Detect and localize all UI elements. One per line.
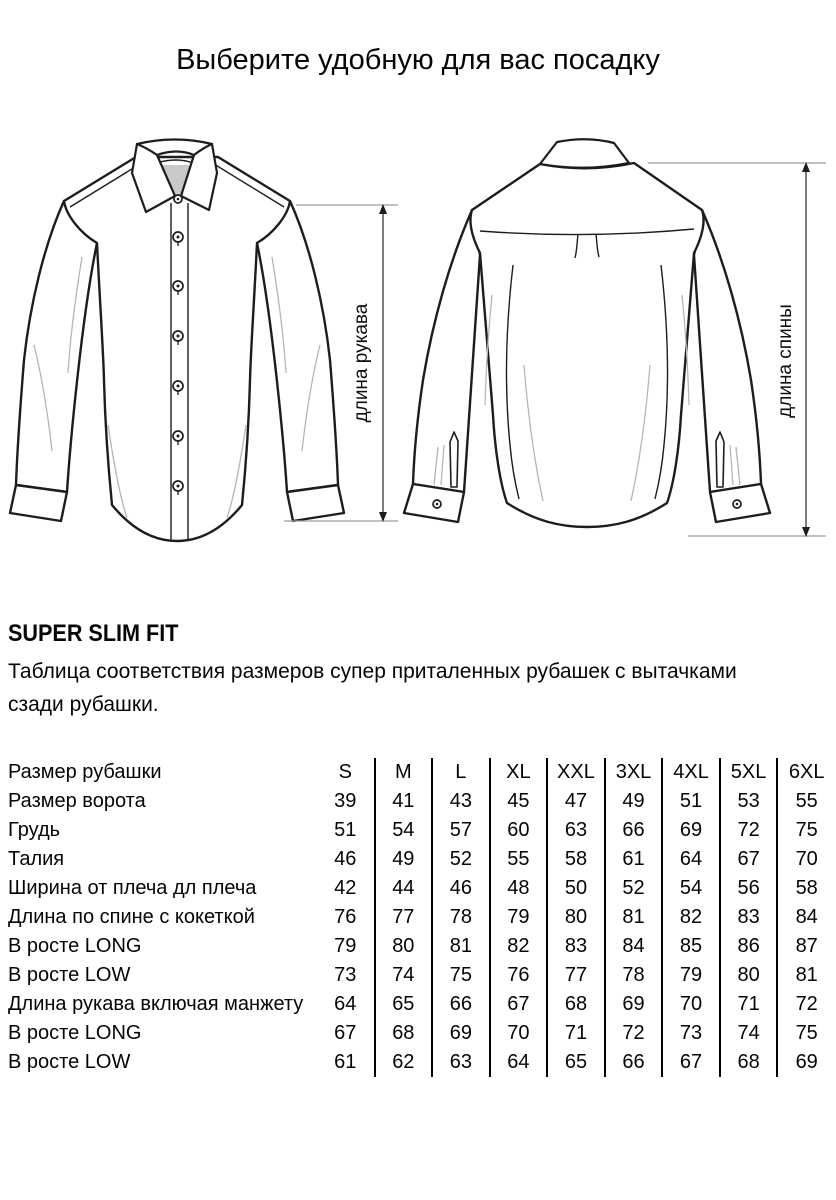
value-cell: 47 (547, 787, 605, 816)
table-row (0, 990, 835, 1019)
value-cell: 64 (490, 1048, 548, 1077)
value-cell: 82 (662, 903, 720, 932)
value-cell: 51 (662, 787, 720, 816)
value-cell: 73 (334, 964, 357, 986)
value-cell: 65 (547, 1048, 605, 1077)
value-cell: 70 (777, 845, 835, 874)
value-cell: 70 (662, 990, 720, 1019)
value-cell: 48 (490, 874, 548, 903)
front-shirt-illustration (10, 140, 344, 542)
value-cell: 74 (375, 961, 433, 990)
value-cell: 58 (777, 874, 835, 903)
value-cell: 43 (432, 787, 490, 816)
row-label: В росте LOW (8, 1051, 131, 1073)
value-cell: 76 (334, 906, 357, 928)
front-right-cuff (287, 485, 344, 521)
value-cell: 50 (547, 874, 605, 903)
value-cell: 72 (720, 816, 778, 845)
size-header-cell: 4XL (662, 758, 720, 787)
value-cell: 67 (490, 990, 548, 1019)
value-cell: 73 (662, 1019, 720, 1048)
value-cell: 64 (334, 993, 357, 1015)
size-header-cell: 6XL (777, 758, 835, 787)
value-cell: 72 (605, 1019, 663, 1048)
value-cell: 86 (720, 932, 778, 961)
value-cell: 75 (777, 1019, 835, 1048)
value-cell: 69 (777, 1048, 835, 1077)
value-cell: 51 (334, 819, 357, 841)
value-cell: 71 (547, 1019, 605, 1048)
row-label: Размер ворота (8, 790, 146, 812)
value-cell: 62 (375, 1048, 433, 1077)
value-cell: 69 (662, 816, 720, 845)
value-cell: 69 (432, 1019, 490, 1048)
value-cell: 80 (375, 932, 433, 961)
value-cell: 66 (605, 1048, 663, 1077)
value-cell: 78 (432, 903, 490, 932)
table-row (0, 845, 835, 874)
value-cell: 53 (720, 787, 778, 816)
size-header-cell: M (375, 758, 433, 787)
value-cell: 84 (777, 903, 835, 932)
table-row (0, 787, 835, 816)
value-cell: 70 (490, 1019, 548, 1048)
row-label: В росте LOW (8, 964, 131, 986)
back-length-label: длина спины (775, 304, 796, 418)
value-cell: 68 (547, 990, 605, 1019)
value-cell: 60 (490, 816, 548, 845)
value-cell: 57 (432, 816, 490, 845)
value-cell: 58 (547, 845, 605, 874)
front-right-sleeve (257, 201, 338, 492)
value-cell: 67 (662, 1048, 720, 1077)
value-cell: 81 (605, 903, 663, 932)
value-cell: 75 (777, 816, 835, 845)
back-collar (540, 139, 629, 168)
row-label: В росте LONG (8, 935, 142, 957)
value-cell: 68 (375, 1019, 433, 1048)
row-label: Длина по спине с кокеткой (8, 906, 255, 928)
row-label: Длина рукава включая манжету (8, 993, 304, 1015)
value-cell: 79 (334, 935, 357, 957)
table-row (0, 961, 835, 990)
value-cell: 52 (432, 845, 490, 874)
value-cell: 69 (605, 990, 663, 1019)
value-cell: 55 (777, 787, 835, 816)
value-cell: 83 (547, 932, 605, 961)
value-cell: 83 (720, 903, 778, 932)
front-left-cuff (10, 485, 67, 521)
value-cell: 79 (662, 961, 720, 990)
value-cell: 65 (375, 990, 433, 1019)
value-cell: 79 (490, 903, 548, 932)
value-cell: 84 (605, 932, 663, 961)
value-cell: 63 (432, 1048, 490, 1077)
value-cell: 75 (432, 961, 490, 990)
size-header-cell: 5XL (720, 758, 778, 787)
value-cell: 66 (605, 816, 663, 845)
fit-description-line-2: сзади рубашки. (8, 693, 159, 716)
shirt-diagrams (0, 115, 836, 575)
row-label: Талия (8, 848, 65, 870)
table-row (0, 816, 835, 845)
table-row (0, 932, 835, 961)
size-header-cell: XL (490, 758, 548, 787)
back-shirt-illustration (404, 139, 770, 527)
value-cell: 52 (605, 874, 663, 903)
value-cell: 77 (375, 903, 433, 932)
value-cell: 71 (720, 990, 778, 1019)
value-cell: 49 (375, 845, 433, 874)
value-cell: 54 (375, 816, 433, 845)
fit-description-line-1: Таблица соответствия размеров супер приталенных рубашек с вытачками (8, 660, 737, 683)
size-table (0, 758, 835, 1077)
value-cell: 77 (547, 961, 605, 990)
size-table-body (0, 758, 835, 1077)
value-cell: 61 (605, 845, 663, 874)
value-cell: 72 (777, 990, 835, 1019)
value-cell: 74 (720, 1019, 778, 1048)
value-cell: 76 (490, 961, 548, 990)
value-cell: 67 (334, 1022, 357, 1044)
value-cell: 56 (720, 874, 778, 903)
value-cell: 49 (605, 787, 663, 816)
value-cell: 41 (375, 787, 433, 816)
size-header-cell: S (338, 761, 352, 783)
value-cell: 66 (432, 990, 490, 1019)
table-row (0, 1048, 835, 1077)
sleeve-length-label: длина рукава (351, 303, 372, 423)
value-cell: 87 (777, 932, 835, 961)
row-label: В росте LONG (8, 1022, 142, 1044)
table-row (0, 1019, 835, 1048)
value-cell: 63 (547, 816, 605, 845)
value-cell: 80 (547, 903, 605, 932)
value-cell: 55 (490, 845, 548, 874)
value-cell: 78 (605, 961, 663, 990)
row-label: Ширина от плеча дл плеча (8, 877, 257, 899)
fit-description (8, 655, 836, 721)
table-row (0, 874, 835, 903)
value-cell: 80 (720, 961, 778, 990)
table-row (0, 903, 835, 932)
back-left-sleeve (413, 210, 480, 492)
value-cell: 54 (662, 874, 720, 903)
front-left-sleeve (16, 201, 97, 492)
left-sleeve-placket (450, 432, 458, 487)
size-header-cell: XXL (547, 758, 605, 787)
value-cell: 42 (334, 877, 357, 899)
value-cell: 45 (490, 787, 548, 816)
back-right-sleeve (694, 210, 761, 492)
page-title: Выберите удобную для вас посадку (176, 44, 660, 76)
size-header-cell: 3XL (605, 758, 663, 787)
row-label: Грудь (8, 819, 61, 841)
value-cell: 64 (662, 845, 720, 874)
fit-heading: SUPER SLIM FIT (8, 620, 179, 647)
value-cell: 81 (432, 932, 490, 961)
value-cell: 44 (375, 874, 433, 903)
value-cell: 85 (662, 932, 720, 961)
value-cell: 61 (334, 1051, 357, 1073)
table-row (0, 758, 835, 787)
value-cell: 81 (777, 961, 835, 990)
row-label: Размер рубашки (8, 761, 162, 783)
back-body (470, 163, 703, 527)
value-cell: 39 (334, 790, 357, 812)
value-cell: 67 (720, 845, 778, 874)
right-sleeve-placket (716, 432, 724, 487)
value-cell: 68 (720, 1048, 778, 1077)
size-header-cell: L (432, 758, 490, 787)
value-cell: 82 (490, 932, 548, 961)
value-cell: 46 (432, 874, 490, 903)
value-cell: 46 (334, 848, 357, 870)
